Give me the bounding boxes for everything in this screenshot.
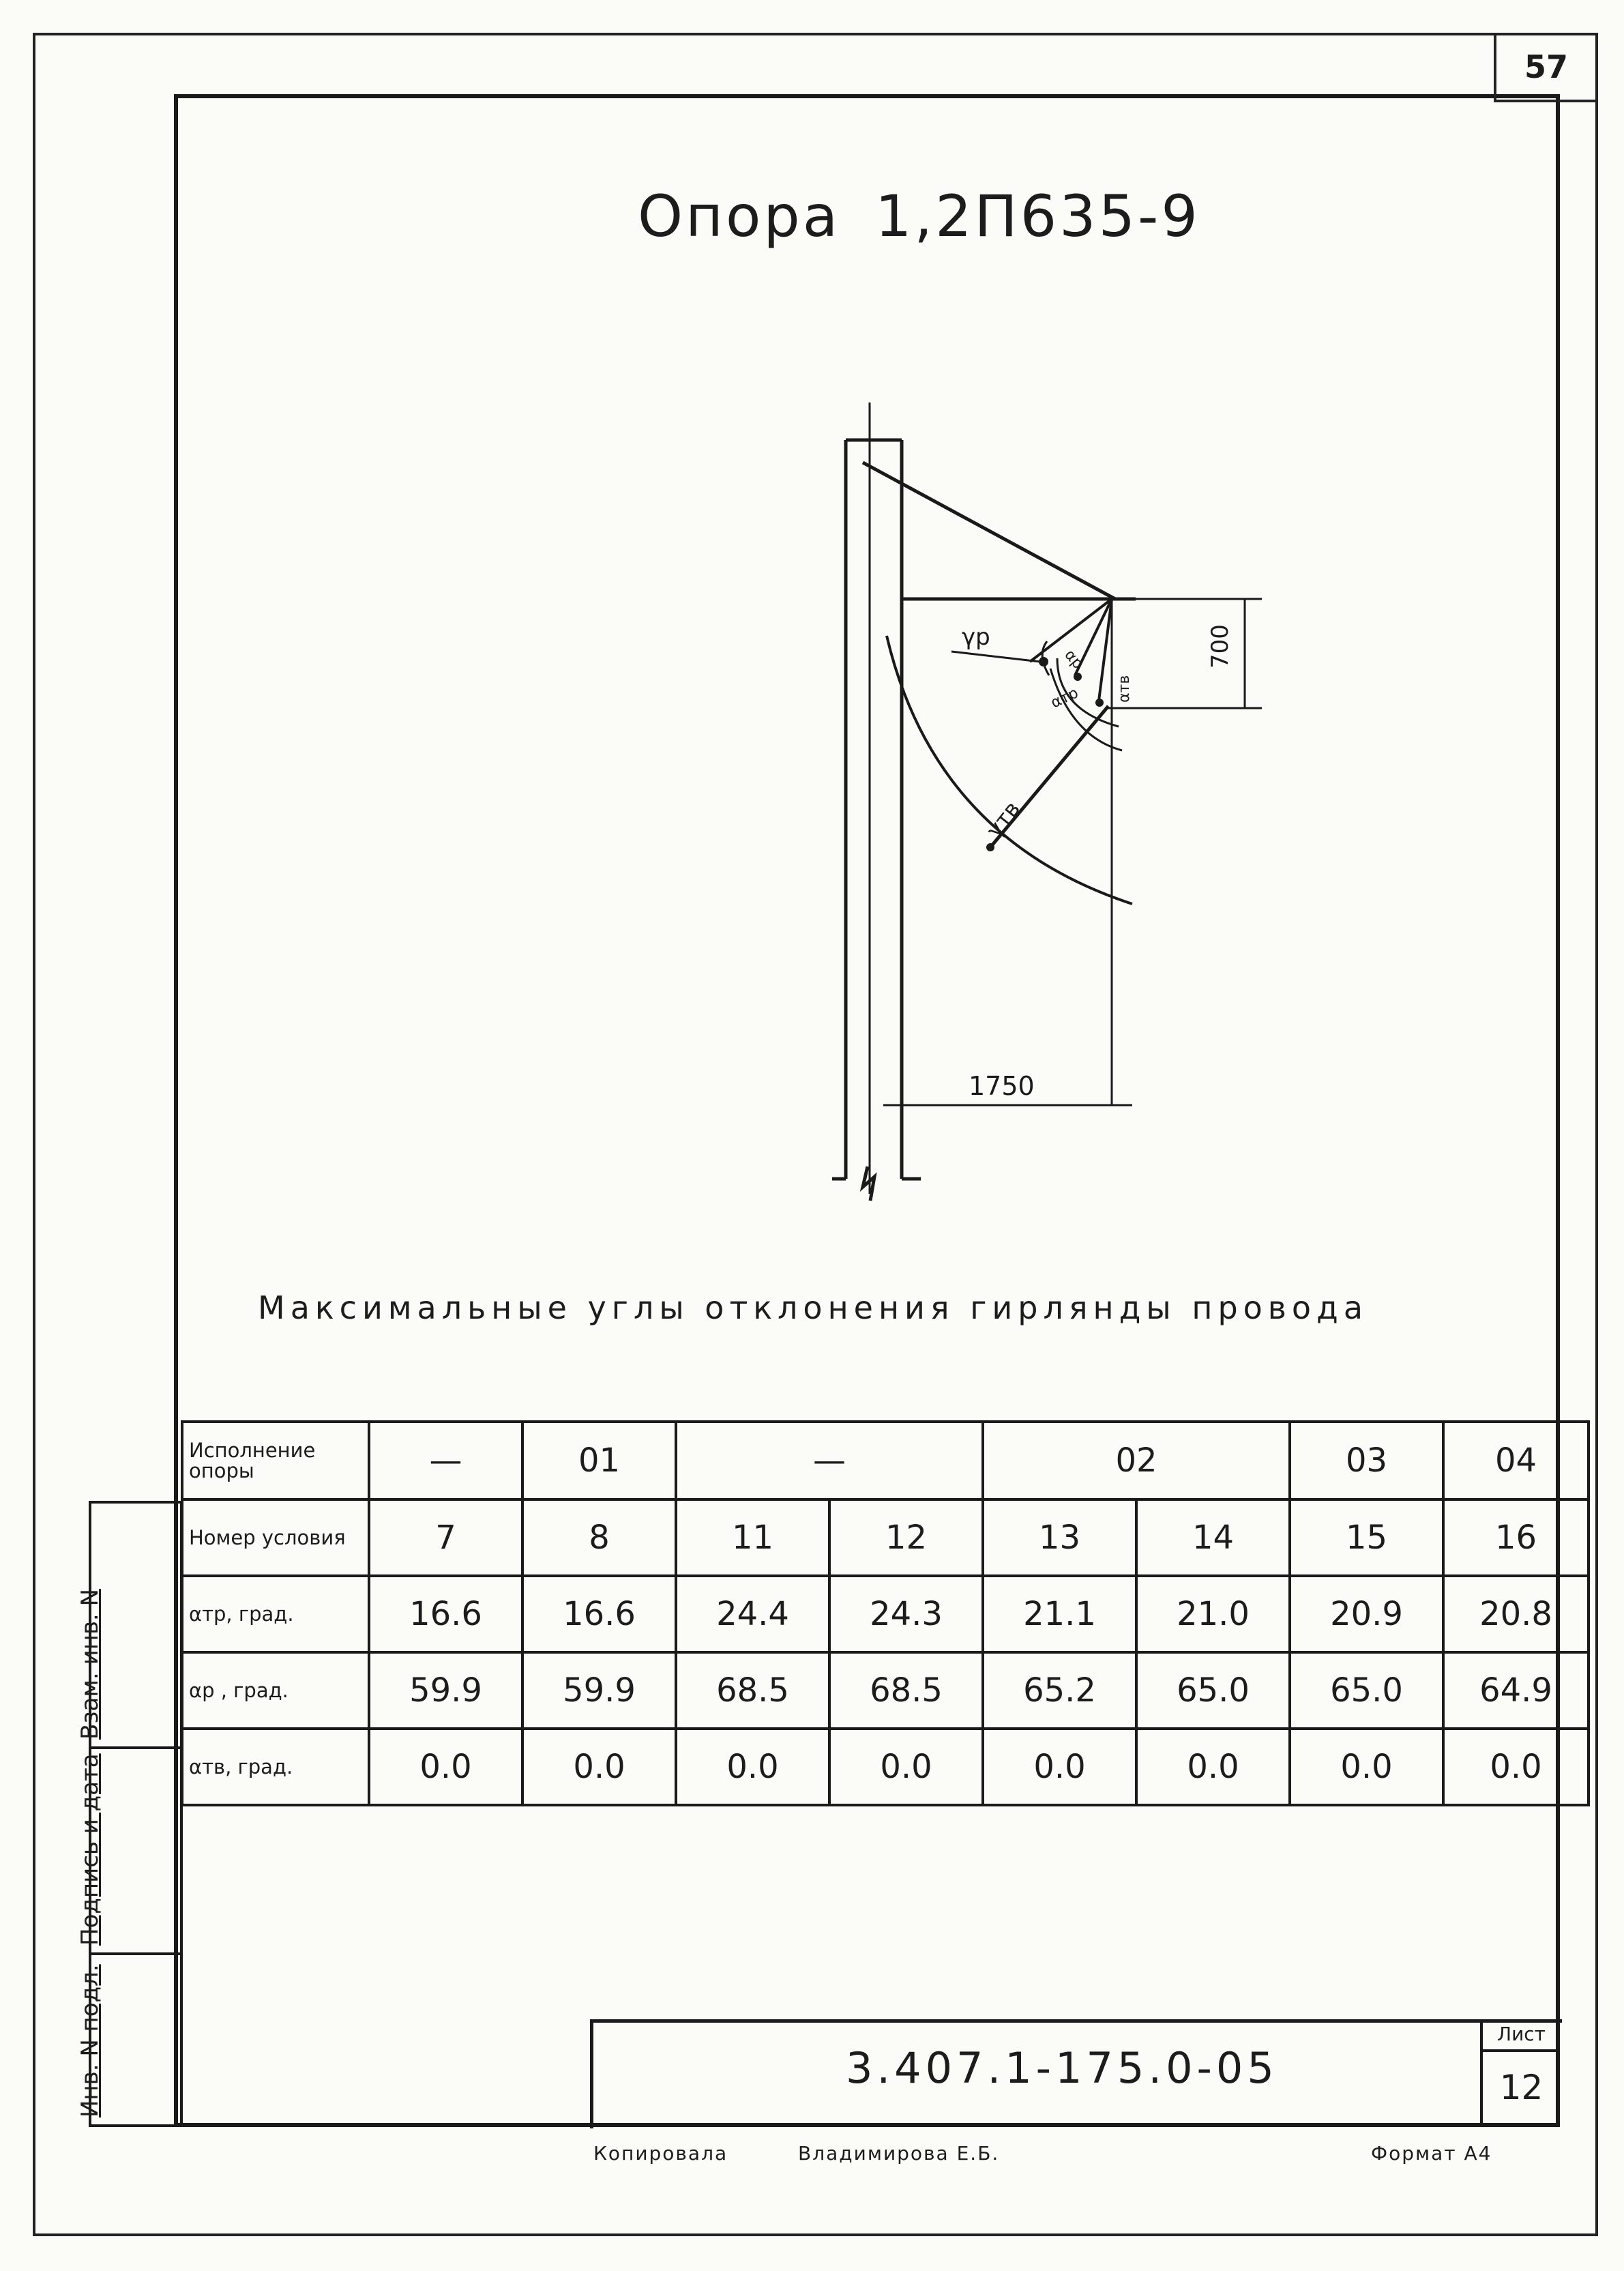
side-cell-signature: Подпись и дата [91, 1749, 180, 1955]
exec-cell: 03 [1290, 1422, 1443, 1499]
clearance-arc [887, 636, 1132, 904]
cell: 0.0 [829, 1729, 983, 1805]
cell: 59.9 [522, 1652, 676, 1729]
label-gamma-p: γр [962, 624, 990, 651]
exec-cell: 02 [983, 1422, 1290, 1499]
row-label-alpha-tr: αтр, град. [182, 1576, 369, 1652]
cell: 14 [1136, 1499, 1290, 1576]
table-row [182, 1422, 1589, 1499]
cell: 0.0 [1443, 1729, 1589, 1805]
cell: 12 [829, 1499, 983, 1576]
cell: 16.6 [522, 1576, 676, 1652]
list-label: Лист [1483, 2019, 1560, 2052]
list-number: 12 [1499, 2068, 1544, 2107]
label-gamma-tv: γтв [981, 796, 1026, 843]
support-diagram [750, 382, 1282, 1235]
cell: 20.8 [1443, 1576, 1589, 1652]
cell: 13 [983, 1499, 1136, 1576]
cell: 0.0 [983, 1729, 1136, 1805]
cell: 21.1 [983, 1576, 1136, 1652]
cell: 20.9 [1290, 1576, 1443, 1652]
table-caption: Максимальные углы отклонения гирлянды провода [258, 1289, 1369, 1326]
label-alpha-tv: αтв [1116, 675, 1133, 703]
cell: 8 [522, 1499, 676, 1576]
row-label-condition: Номер условия [182, 1499, 369, 1576]
row-label-execution: Исполнение опоры [182, 1422, 369, 1499]
dim-700: 700 [1207, 624, 1234, 669]
title-prefix: Опора [638, 183, 841, 250]
page-title [638, 183, 1200, 250]
cell: 21.0 [1136, 1576, 1290, 1652]
cell: 0.0 [676, 1729, 829, 1805]
table-row [182, 1729, 1589, 1805]
sheet-number: 57 [1494, 34, 1596, 102]
cell: 59.9 [369, 1652, 522, 1729]
label-alpha-p: αр [1061, 646, 1087, 673]
exec-cell: — [369, 1422, 522, 1499]
cell: 0.0 [522, 1729, 676, 1805]
exec-cell: 01 [522, 1422, 676, 1499]
cell: 16 [1443, 1499, 1589, 1576]
footer-format: Формат А4 [1371, 2142, 1492, 2165]
angles-table [181, 1420, 1590, 1806]
cell: 65.2 [983, 1652, 1136, 1729]
cell: 11 [676, 1499, 829, 1576]
cell: 16.6 [369, 1576, 522, 1652]
row-label-alpha-r: αр , град. [182, 1652, 369, 1729]
cell: 0.0 [369, 1729, 522, 1805]
footer-copied-label: Копировала [593, 2142, 728, 2165]
cell: 15 [1290, 1499, 1443, 1576]
side-strip [76, 1501, 183, 2127]
cell: 68.5 [676, 1652, 829, 1729]
row-label-alpha-tv: αтв, град. [182, 1729, 369, 1805]
side-cell-inventory: Инв. N подл. [76, 1964, 104, 2118]
footer-copied-by: Владимирова Е.Б. [798, 2142, 1000, 2165]
dim-1750: 1750 [969, 1071, 1035, 1101]
table-row [182, 1576, 1589, 1652]
table-row [182, 1652, 1589, 1729]
table-row [182, 1499, 1589, 1576]
cell: 65.0 [1290, 1652, 1443, 1729]
cell: 68.5 [829, 1652, 983, 1729]
side-cell-replacement: Взам. инв. N [91, 1504, 180, 1749]
cell: 0.0 [1290, 1729, 1443, 1805]
document-code: 3.407.1-175.0-05 [846, 2043, 1278, 2093]
cell: 65.0 [1136, 1652, 1290, 1729]
exec-cell: — [676, 1422, 983, 1499]
title-code: 1,2П635-9 [874, 183, 1200, 250]
cell: 24.3 [829, 1576, 983, 1652]
exec-cell: 04 [1443, 1422, 1589, 1499]
cell: 64.9 [1443, 1652, 1589, 1729]
cell: 0.0 [1136, 1729, 1290, 1805]
list-box [1480, 2019, 1560, 2127]
label-alpha-tr: αтр [1048, 684, 1081, 712]
cell: 24.4 [676, 1576, 829, 1652]
cell: 7 [369, 1499, 522, 1576]
